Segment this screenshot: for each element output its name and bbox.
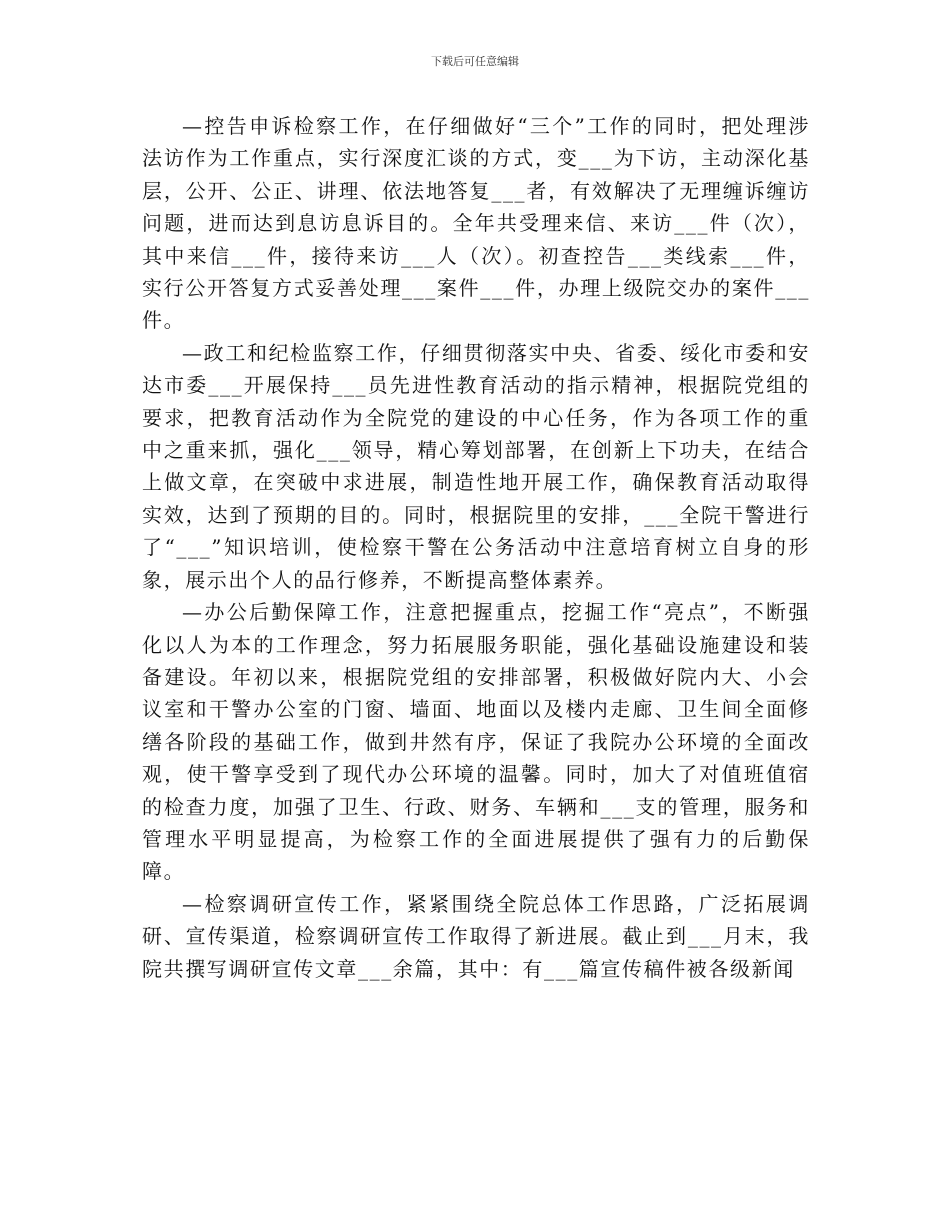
document-body: [142, 110, 810, 985]
paragraph-research-work: —检察调研宣传工作，紧紧围绕全院总体工作思路，广泛拓展调研、宣传渠道，检察调研宣传工作取得了新进展。截止到___月末，我院共撰写调研宣传文章___余篇，其中：有___篇宣传稿件被各级新闻: [142, 891, 810, 981]
page-header: 下载后可任意编辑: [431, 55, 519, 68]
paragraph-logistics-work: —办公后勤保障工作，注意把握重点，挖掘工作“亮点”，不断强化以人为本的工作理念，努力拓展服务职能，强化基础设施建设和装备建设。年初以来，根据院党组的安排部署，积极做好院内大、小会议室和干警办公室的门窗、墙面、地面以及楼内走廊、卫生间全面修缮各阶段的基础工作，做到井然有序，保证了我院办公环境的全面改观，使干警享受到了现代办公环境的温馨。同时，加大了对值班值宿的检查力度，加强了卫生、行政、财务、车辆和___支的管理，服务和管理水平明显提高，为检察工作的全面进展提供了强有力的后勤保障。: [142, 600, 810, 884]
paragraph-complaint-work: —控告申诉检察工作，在仔细做好“三个”工作的同时，把处理涉法访作为工作重点，实行深度汇谈的方式，变___为下访，主动深化基层，公开、公正、讲理、依法地答复___者，有效解决了无理缠诉缠访问题，进而达到息访息诉目的。全年共受理来信、来访___件（次），其中来信___件，接待来访___人（次）。初查控告___类线索___件，实行公开答复方式妥善处理___案件___件，办理上级院交办的案件___件。: [142, 114, 810, 333]
paragraph-discipline-work: —政工和纪检监察工作，仔细贯彻落实中央、省委、绥化市委和安达市委___开展保持___员先进性教育活动的指示精神，根据院党组的要求，把教育活动作为全院党的建设的中心任务，作为各项工作的重中之重来抓，强化___领导，精心筹划部署，在创新上下功夫，在结合上做文章，在突破中求进展，制造性地开展工作，确保教育活动取得实效，达到了预期的目的。同时，根据院里的安排，___全院干警进行了“___”知识培训，使检察干警在公务活动中注意培育树立自身的形象，展示出个人的品行修养，不断提高整体素养。: [142, 340, 810, 592]
